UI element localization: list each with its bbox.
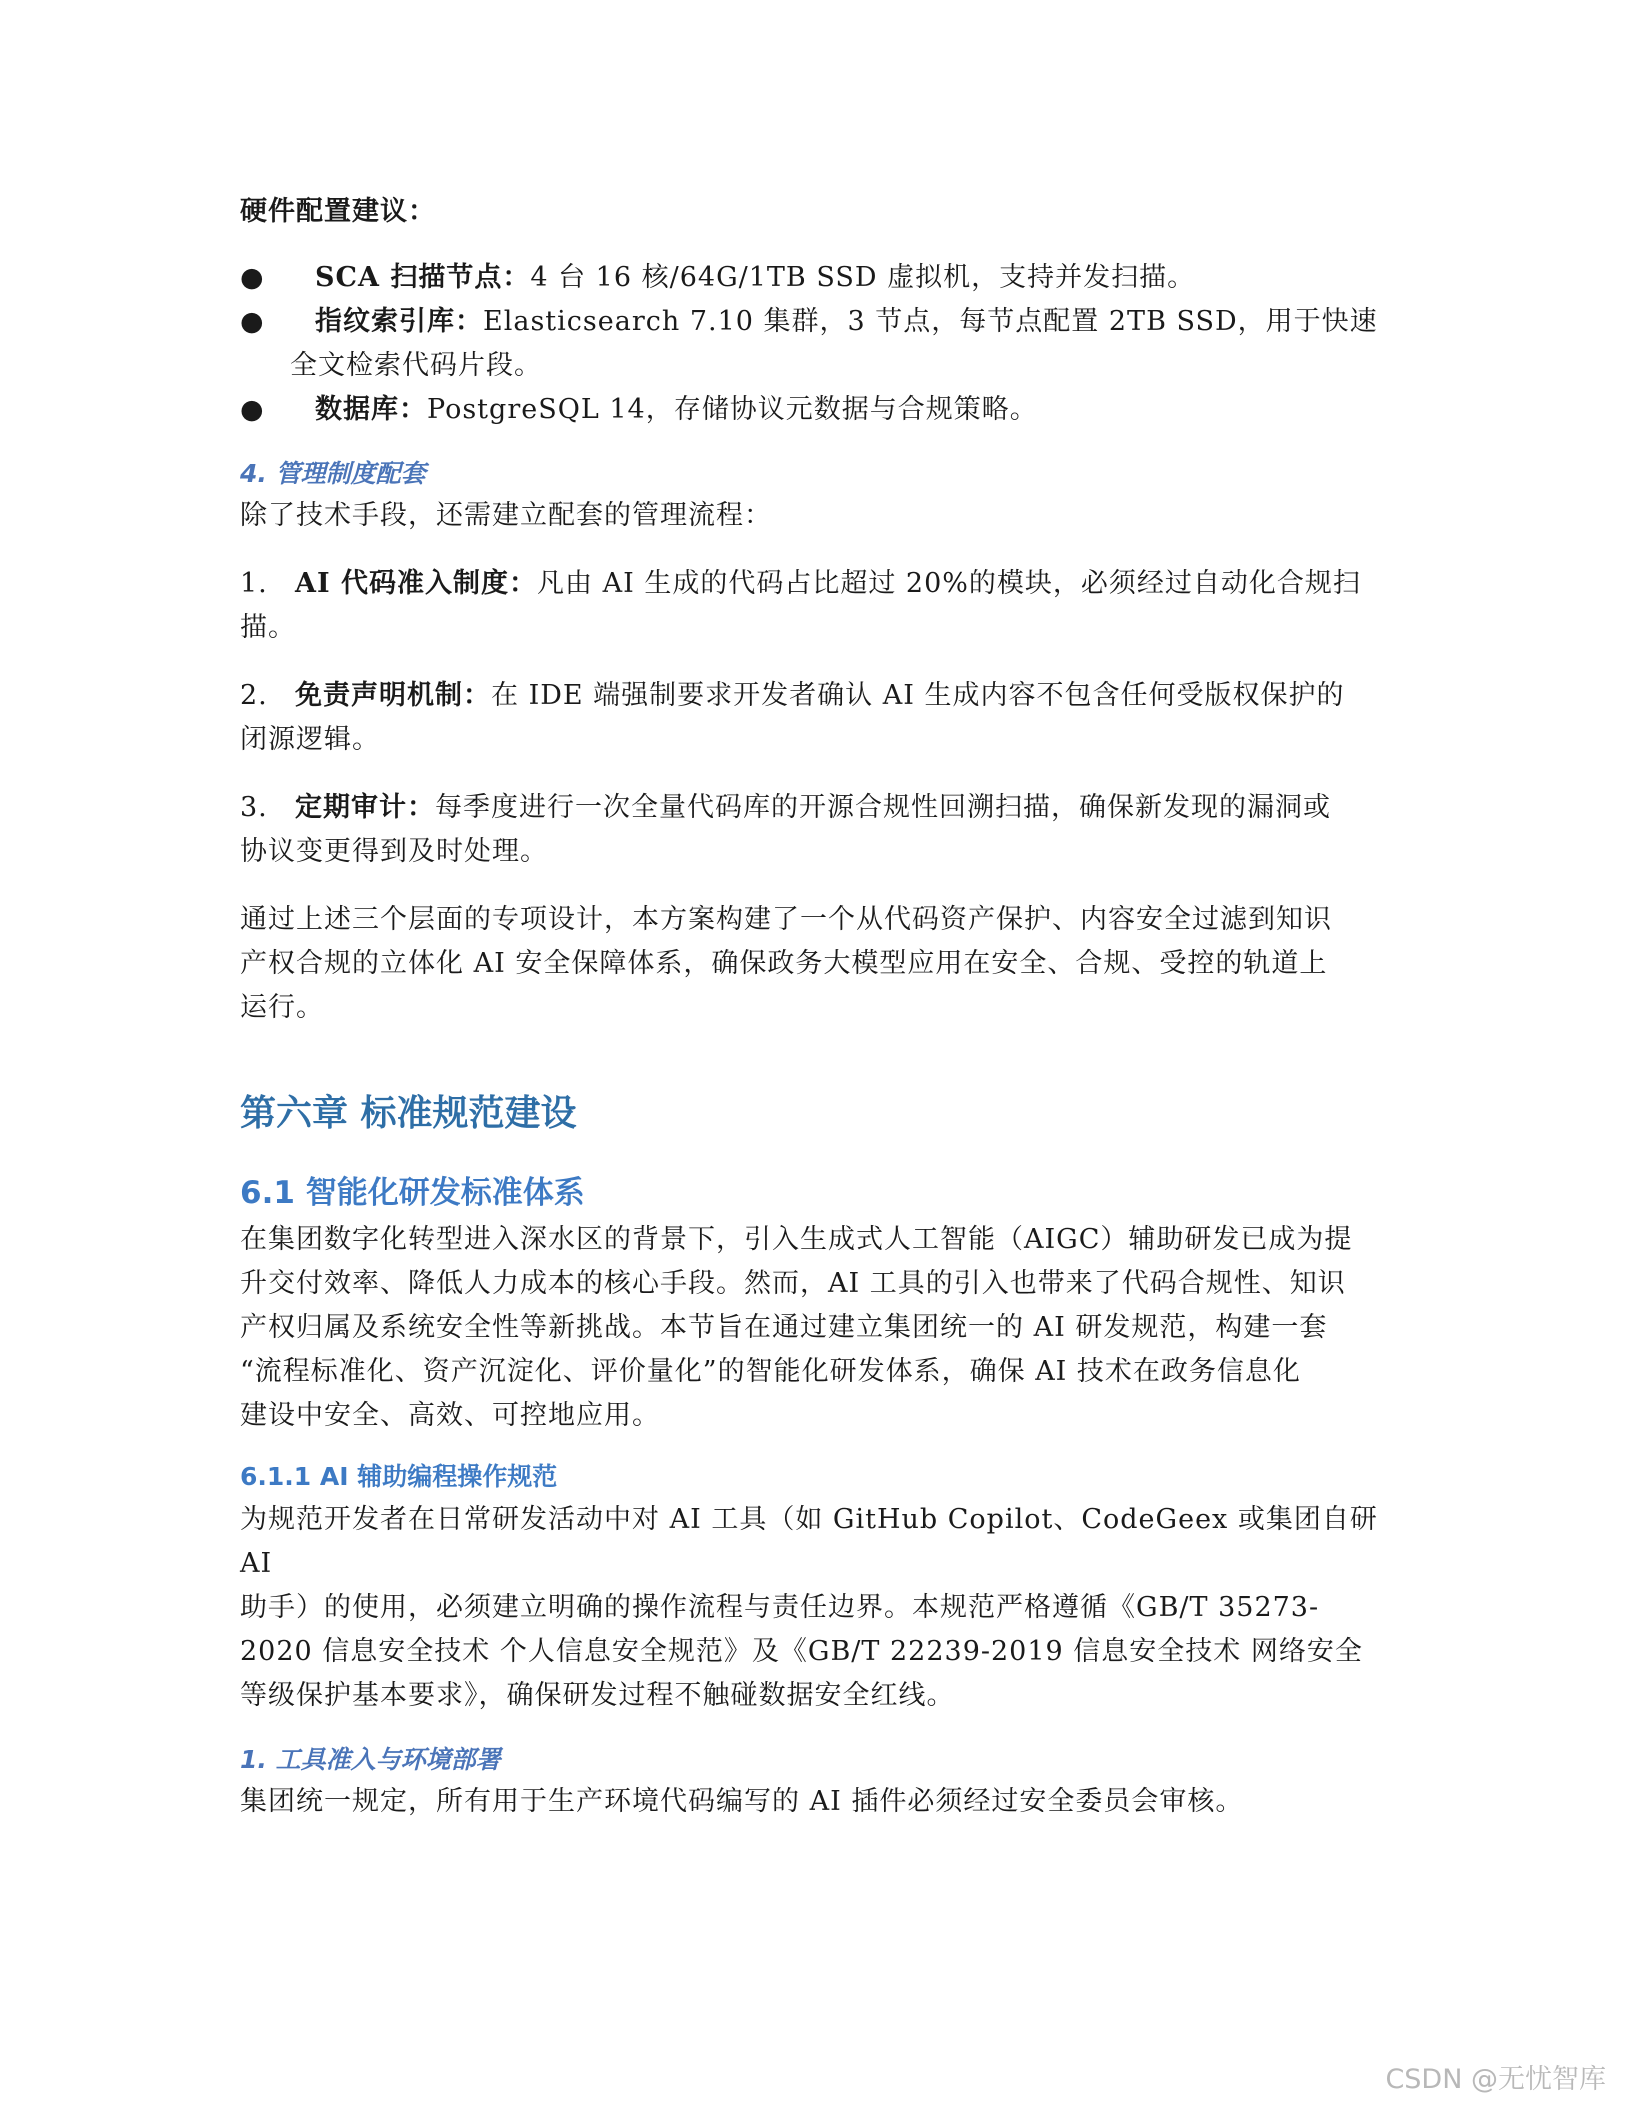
bullet-icon: ● [240, 306, 265, 337]
item-continuation: 描。 [240, 612, 296, 643]
item-text: 每季度进行一次全量代码库的开源合规性回溯扫描，确保新发现的漏洞或 [435, 792, 1331, 823]
bullet-term: 指纹索引库： [315, 306, 483, 337]
list-item [240, 256, 1400, 300]
bullet-icon: ● [240, 262, 265, 293]
paragraph-line: 为规范开发者在日常研发活动中对 AI 工具（如 GitHub Copilot、CodeGeex 或集团自研 AI [240, 1504, 1378, 1579]
section-title: 6.1 智能化研发标准体系 [240, 1175, 585, 1211]
chapter-title: 第六章 标准规范建设 [240, 1093, 577, 1134]
item-text: 凡由 AI 生成的代码占比超过 20%的模块，必须经过自动化合规扫 [536, 568, 1361, 599]
item-continuation: 闭源逻辑。 [240, 724, 380, 755]
paragraph-line: 产权归属及系统安全性等新挑战。本节旨在通过建立集团统一的 AI 研发规范，构建一套 [240, 1312, 1328, 1343]
bullet-text: Elasticsearch 7.10 集群，3 节点，每节点配置 2TB SSD，用于快速 [483, 306, 1378, 337]
mgmt-intro: 除了技术手段，还需建立配套的管理流程： [240, 500, 772, 531]
item-term: 免责声明机制： [295, 680, 491, 711]
item-continuation: 协议变更得到及时处理。 [240, 836, 548, 867]
summary-line: 产权合规的立体化 AI 安全保障体系，确保政务大模型应用在安全、合规、受控的轨道上 [240, 948, 1328, 979]
paragraph-line: 建设中安全、高效、可控地应用。 [240, 1400, 660, 1431]
document-page [240, 190, 1400, 1824]
item-term: 定期审计： [295, 792, 435, 823]
paragraph-line: 在集团数字化转型进入深水区的背景下，引入生成式人工智能（AIGC）辅助研发已成为提 [240, 1224, 1353, 1255]
list-item [240, 300, 1400, 388]
watermark: CSDN @无忧智库 [1385, 2064, 1606, 2095]
bullet-text: PostgreSQL 14，存储协议元数据与合规策略。 [427, 394, 1038, 425]
bullet-icon: ● [240, 394, 265, 425]
summary-line: 运行。 [240, 992, 324, 1023]
numbered-item: 3. 定期审计：每季度进行一次全量代码库的开源合规性回溯扫描，确保新发现的漏洞或 [240, 792, 1331, 823]
summary-line: 通过上述三个层面的专项设计，本方案构建了一个从代码资产保护、内容安全过滤到知识 [240, 904, 1332, 935]
paragraph-line: “流程标准化、资产沉淀化、评价量化”的智能化研发体系，确保 AI 技术在政务信息化 [240, 1356, 1301, 1387]
bullet-continuation: 全文检索代码片段。 [290, 350, 542, 381]
item-text: 在 IDE 端强制要求开发者确认 AI 生成内容不包含任何受版权保护的 [491, 680, 1345, 711]
list-item [240, 388, 1400, 432]
subsection-title: 6.1.1 AI 辅助编程操作规范 [240, 1462, 558, 1491]
tool-heading: 1. 工具准入与环境部署 [240, 1745, 501, 1774]
numbered-item: 1. AI 代码准入制度：凡由 AI 生成的代码占比超过 20%的模块，必须经过自动化合规扫 [240, 568, 1361, 599]
paragraph-line: 2020 信息安全技术 个人信息安全规范》及《GB/T 22239-2019 信息安全技术 网络安全 [240, 1636, 1363, 1667]
paragraph-line: 助手）的使用，必须建立明确的操作流程与责任边界。本规范严格遵循《GB/T 35273- [240, 1592, 1320, 1623]
bullet-text: 4 台 16 核/64G/1TB SSD 虚拟机，支持并发扫描。 [530, 262, 1196, 293]
numbered-item: 2. 免责声明机制：在 IDE 端强制要求开发者确认 AI 生成内容不包含任何受版权保护的 [240, 680, 1345, 711]
paragraph-line: 等级保护基本要求》，确保研发过程不触碰数据安全红线。 [240, 1680, 955, 1711]
bullet-term: SCA 扫描节点： [315, 262, 531, 293]
hardware-title: 硬件配置建议： [240, 196, 436, 227]
bullet-term: 数据库： [315, 394, 427, 425]
item-term: AI 代码准入制度： [295, 568, 537, 599]
paragraph-line: 升交付效率、降低人力成本的核心手段。然而，AI 工具的引入也带来了代码合规性、知识 [240, 1268, 1346, 1299]
hardware-list [240, 256, 1400, 432]
tool-text: 集团统一规定，所有用于生产环境代码编写的 AI 插件必须经过安全委员会审核。 [240, 1786, 1244, 1817]
mgmt-heading: 4. 管理制度配套 [240, 459, 426, 488]
